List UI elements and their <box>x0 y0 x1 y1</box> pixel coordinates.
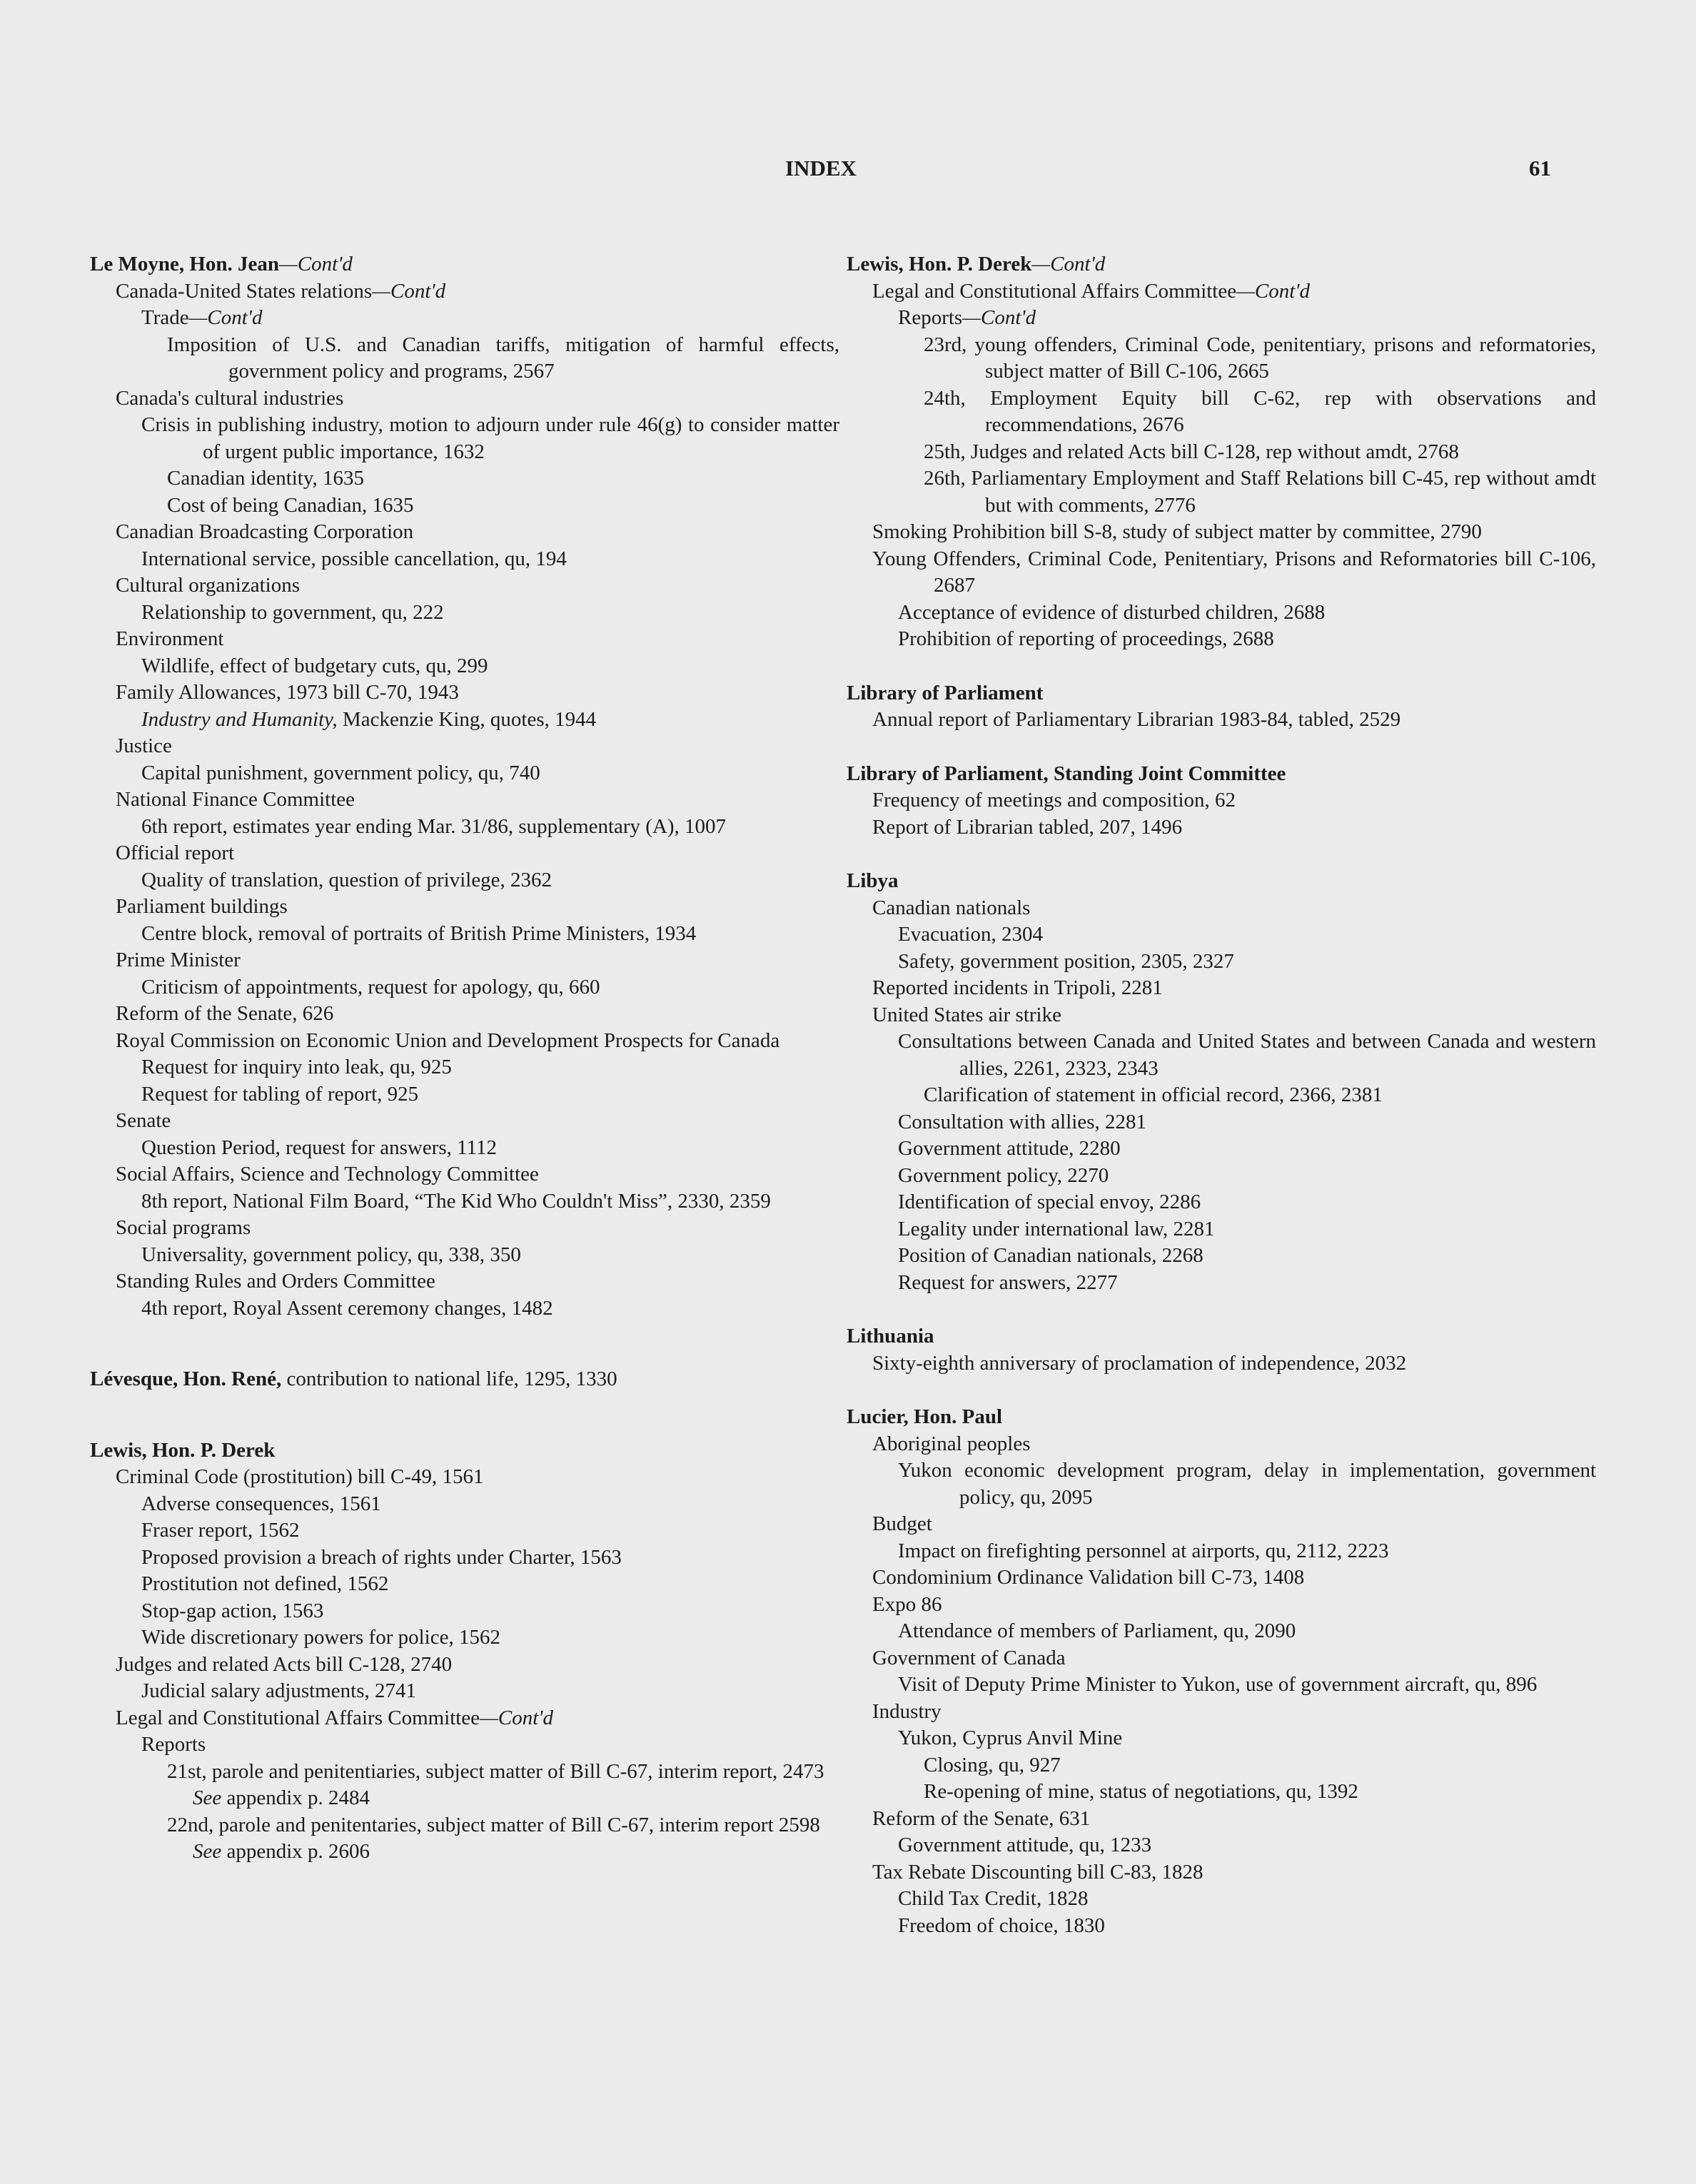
entry-text: Yukon, Cyprus Anvil Mine <box>898 1727 1123 1749</box>
index-entry <box>924 385 1596 439</box>
page-title: INDEX <box>785 156 857 181</box>
entry-text: Lithuania <box>847 1325 934 1348</box>
entry-text: Smoking Prohibition bill S-8, study of subject matter by committee, 2790 <box>872 520 1482 543</box>
index-entry <box>116 947 839 974</box>
index-entry <box>898 1672 1596 1699</box>
index-entry <box>141 412 839 465</box>
entry-text: Request for tabling of report, 925 <box>141 1082 419 1106</box>
entry-text: Government attitude, 2280 <box>898 1137 1121 1160</box>
entry-text: Re-opening of mine, status of negotiations, qu, 1392 <box>924 1780 1358 1803</box>
entry-text: Reported incidents in Tripoli, 2281 <box>872 976 1163 999</box>
entry-text: Stop-gap action, 1563 <box>141 1599 324 1622</box>
entry-text: Lévesque, Hon. René, <box>90 1367 282 1390</box>
index-entry <box>141 1731 839 1759</box>
entry-text: —Cont'd <box>188 306 263 329</box>
entry-text: Quality of translation, question of privilege, 2362 <box>141 868 552 891</box>
index-entry <box>116 626 839 653</box>
entry-text: See <box>193 1786 222 1809</box>
entry-text: Impact on firefighting personnel at airports, qu, 2112, 2223 <box>898 1539 1389 1562</box>
entry-text: Identification of special envoy, 2286 <box>898 1190 1201 1213</box>
index-entry <box>141 1571 839 1598</box>
index-entry <box>872 707 1596 734</box>
entry-text: Relationship to government, qu, 222 <box>141 600 444 624</box>
entry-text: 4th report, Royal Assent ceremony changes, 1482 <box>141 1296 553 1320</box>
entry-text: Legal and Constitutional Affairs Committee <box>872 279 1237 303</box>
entry-text: Tax Rebate Discounting bill C-83, 1828 <box>872 1860 1203 1884</box>
index-entry <box>141 974 839 1001</box>
index-entry <box>116 519 839 546</box>
index-entry <box>141 546 839 573</box>
index-entry <box>872 1592 1596 1619</box>
index-entry <box>141 1517 839 1545</box>
entry-text: Government policy, 2270 <box>898 1163 1109 1187</box>
entry-text: Government of Canada <box>872 1646 1066 1669</box>
index-entry <box>872 546 1596 600</box>
entry-text: Prohibition of reporting of proceedings, 2688 <box>898 627 1274 650</box>
entry-text: Imposition of U.S. and Canadian tariffs, mitigation of harmful effects, government policy and programs, 2567 <box>167 333 839 383</box>
index-entry <box>898 1725 1596 1752</box>
entry-text: Reports <box>141 1733 206 1756</box>
entry-text: Justice <box>116 734 172 757</box>
entry-text: Legal and Constitutional Affairs Committee <box>116 1706 480 1729</box>
index-entry <box>924 1779 1596 1806</box>
entry-text: Request for answers, 2277 <box>898 1270 1118 1294</box>
entry-text: contribution to national life, 1295, 1330 <box>281 1367 617 1390</box>
index-heading <box>90 1366 839 1393</box>
entry-text: appendix p. 2484 <box>221 1786 370 1809</box>
entry-text: Government attitude, qu, 1233 <box>898 1834 1152 1856</box>
index-entry <box>141 867 839 894</box>
entry-text: Universality, government policy, qu, 338, 350 <box>141 1243 521 1266</box>
entry-text: Sixty-eighth anniversary of proclamation of independence, 2032 <box>872 1351 1407 1375</box>
entry-text: Legality under international law, 2281 <box>898 1217 1215 1240</box>
index-entry <box>872 814 1596 841</box>
index-entry <box>872 1645 1596 1672</box>
entry-text: National Finance Committee <box>116 788 355 811</box>
index-entry <box>898 305 1596 332</box>
entry-text: Centre block, removal of portraits of British Prime Ministers, 1934 <box>141 921 697 945</box>
entry-text: Libya <box>847 869 899 892</box>
entry-text: Criticism of appointments, request for apology, qu, 660 <box>141 975 600 999</box>
entry-text: Family Allowances, 1973 bill C-70, 1943 <box>116 681 459 704</box>
entry-text: appendix p. 2606 <box>221 1840 370 1863</box>
entry-text: Cultural organizations <box>116 574 300 597</box>
entry-text: —Cont'd <box>1236 279 1310 303</box>
entry-text: —Cont'd <box>480 1706 553 1729</box>
entry-text: Question Period, request for answers, 1112 <box>141 1136 497 1159</box>
index-entry <box>116 1028 839 1055</box>
index-heading <box>847 1323 1596 1350</box>
entry-spacer <box>847 653 1596 680</box>
entry-spacer <box>847 1377 1596 1404</box>
index-entry <box>193 1785 839 1812</box>
entry-text: Fraser report, 1562 <box>141 1519 300 1542</box>
index-entry <box>924 332 1596 385</box>
index-entry <box>924 465 1596 519</box>
entry-text: Child Tax Credit, 1828 <box>898 1887 1089 1910</box>
entry-text: Closing, qu, 927 <box>924 1753 1061 1776</box>
entry-text: Reform of the Senate, 631 <box>872 1806 1091 1830</box>
index-entry <box>898 1832 1596 1859</box>
entry-text: Annual report of Parliamentary Librarian 1983-84, tabled, 2529 <box>872 708 1401 731</box>
entry-text: 22nd, parole and penitentaries, subject matter of Bill C-67, interim report 2598 <box>167 1813 820 1836</box>
entry-spacer <box>847 734 1596 761</box>
entry-text: Reports <box>898 306 963 329</box>
entry-text: Proposed provision a breach of rights under Charter, 1563 <box>141 1545 622 1569</box>
index-entry <box>898 1457 1596 1511</box>
index-entry <box>141 1295 839 1323</box>
entry-text: Canadian identity, 1635 <box>167 467 364 490</box>
entry-text: Library of Parliament, Standing Joint Committee <box>847 762 1286 785</box>
index-entry <box>898 1216 1596 1243</box>
index-entry <box>898 1136 1596 1163</box>
index-entry <box>898 949 1596 976</box>
entry-text: Industry and Humanity, <box>141 707 338 731</box>
index-entry <box>141 1545 839 1572</box>
index-entry <box>872 1350 1596 1377</box>
index-entry <box>898 1109 1596 1136</box>
index-entry <box>141 1242 839 1269</box>
entry-text: Trade <box>141 306 189 329</box>
entry-text: Visit of Deputy Prime Minister to Yukon, use of government aircraft, qu, 896 <box>898 1673 1538 1696</box>
index-entry <box>898 1163 1596 1190</box>
entry-text: Capital punishment, government policy, qu, 740 <box>141 761 540 784</box>
index-entry <box>872 787 1596 814</box>
index-entry <box>898 1538 1596 1565</box>
entry-text: Social programs <box>116 1216 251 1239</box>
entry-text: Criminal Code (prostitution) bill C-49, 1561 <box>116 1465 484 1488</box>
entry-text: Official report <box>116 841 235 864</box>
index-heading <box>90 1437 839 1465</box>
entry-text: Condominium Ordinance Validation bill C-73, 1408 <box>872 1566 1305 1589</box>
entry-text: Request for inquiry into leak, qu, 925 <box>141 1056 452 1078</box>
index-entry <box>141 1624 839 1652</box>
entry-text: 24th, Employment Equity bill C-62, rep with observations and recommendations, 2676 <box>924 386 1596 436</box>
index-entry <box>872 278 1596 305</box>
index-entry <box>872 895 1596 922</box>
index-entry <box>872 1431 1596 1458</box>
index-column-left <box>90 251 839 1866</box>
entry-text: —Cont'd <box>962 306 1036 329</box>
index-entry <box>898 1270 1596 1297</box>
entry-text: United States air strike <box>872 1003 1061 1026</box>
index-entry <box>924 439 1596 466</box>
entry-text: Wildlife, effect of budgetary cuts, qu, 299 <box>141 654 488 677</box>
entry-text: Young Offenders, Criminal Code, Penitentiary, Prisons and Reformatories bill C-106, 2687 <box>872 547 1596 597</box>
index-entry <box>141 653 839 680</box>
index-heading <box>847 761 1596 788</box>
index-entry <box>141 1491 839 1518</box>
index-entry <box>116 1652 839 1679</box>
index-entry <box>872 1859 1596 1886</box>
index-entry <box>141 1598 839 1625</box>
entry-text: Acceptance of evidence of disturbed children, 2688 <box>898 600 1326 624</box>
index-entry <box>924 1082 1596 1109</box>
index-heading <box>90 251 839 278</box>
index-entry <box>116 733 839 760</box>
entry-text: Standing Rules and Orders Committee <box>116 1270 435 1293</box>
index-entry <box>116 1705 839 1732</box>
index-entry <box>898 1913 1596 1940</box>
entry-text: Judicial salary adjustments, 2741 <box>141 1679 416 1702</box>
entry-text: International service, possible cancellation, qu, 194 <box>141 547 567 570</box>
index-entry <box>898 1618 1596 1645</box>
entry-text: Prostitution not defined, 1562 <box>141 1572 389 1595</box>
entry-text: Environment <box>116 627 224 650</box>
entry-text: Attendance of members of Parliament, qu, 2090 <box>898 1619 1296 1642</box>
index-heading <box>847 868 1596 895</box>
entry-text: Budget <box>872 1512 932 1535</box>
entry-text: Report of Librarian tabled, 207, 1496 <box>872 815 1183 839</box>
entry-text: Lucier, Hon. Paul <box>847 1405 1003 1428</box>
entry-text: Cost of being Canadian, 1635 <box>167 493 414 517</box>
entry-text: Industry <box>872 1699 942 1723</box>
index-entry <box>167 1812 839 1839</box>
entry-text: Parliament buildings <box>116 895 288 918</box>
entry-text: —Cont'd <box>279 253 353 275</box>
index-entry <box>141 1054 839 1081</box>
entry-text: 21st, parole and penitentiaries, subject matter of Bill C-67, interim report, 2473 <box>167 1759 824 1783</box>
entry-text: Crisis in publishing industry, motion to adjourn under rule 46(g) to consider matter of urgent public importance, 1632 <box>141 413 839 463</box>
index-entry <box>898 626 1596 653</box>
entry-text: Lewis, Hon. P. Derek <box>847 253 1032 275</box>
entry-text: Wide discretionary powers for police, 1562 <box>141 1626 500 1649</box>
index-entry <box>872 1511 1596 1538</box>
index-entry <box>898 1243 1596 1270</box>
entry-text: Social Affairs, Science and Technology Committee <box>116 1163 539 1185</box>
index-entry <box>116 787 839 814</box>
index-entry <box>141 814 839 841</box>
index-entry <box>141 921 839 948</box>
index-entry <box>898 1028 1596 1082</box>
index-entry <box>141 1081 839 1108</box>
index-entry <box>116 1464 839 1491</box>
entry-spacer <box>90 1393 839 1437</box>
index-entry <box>116 385 839 413</box>
index-entry <box>898 1886 1596 1913</box>
entry-text: Consultations between Canada and United States and between Canada and western allies, 2261, 2323, 2343 <box>898 1030 1596 1080</box>
entry-text: See <box>193 1840 222 1863</box>
entry-text: Adverse consequences, 1561 <box>141 1492 381 1515</box>
entry-text: Senate <box>116 1109 171 1132</box>
index-entry <box>116 679 839 707</box>
entry-text: —Cont'd <box>372 279 446 303</box>
entry-text: —Cont'd <box>1031 253 1106 275</box>
entry-text: Position of Canadian nationals, 2268 <box>898 1244 1203 1267</box>
index-entry <box>141 1678 839 1705</box>
index-entry <box>116 1108 839 1135</box>
entry-text: Safety, government position, 2305, 2327 <box>898 949 1234 973</box>
index-entry <box>116 894 839 921</box>
entry-spacer <box>847 1296 1596 1323</box>
entry-text: 8th report, National Film Board, “The Kid Who Couldn't Miss”, 2330, 2359 <box>141 1189 771 1213</box>
entry-text: 23rd, young offenders, Criminal Code, penitentiary, prisons and reformatories, subject matter of Bill C-106, 2665 <box>924 333 1596 383</box>
index-entry <box>167 332 839 385</box>
entry-text: Canadian Broadcasting Corporation <box>116 520 414 543</box>
index-entry <box>898 600 1596 627</box>
index-entry <box>116 1161 839 1188</box>
entry-text: Clarification of statement in official record, 2366, 2381 <box>924 1083 1383 1106</box>
entry-spacer <box>847 841 1596 868</box>
entry-text: Le Moyne, Hon. Jean <box>90 253 280 275</box>
index-heading <box>847 1404 1596 1431</box>
index-entry <box>872 1002 1596 1029</box>
index-heading <box>847 251 1596 278</box>
entry-text: Judges and related Acts bill C-128, 2740 <box>116 1652 453 1676</box>
page-number: 61 <box>1529 156 1551 181</box>
index-entry <box>141 1188 839 1215</box>
index-entry <box>141 600 839 627</box>
index-entry <box>872 1806 1596 1833</box>
index-entry <box>872 975 1596 1002</box>
entry-text: 25th, Judges and related Acts bill C-128, rep without amdt, 2768 <box>924 440 1459 463</box>
index-entry <box>872 1564 1596 1592</box>
index-entry <box>116 1001 839 1028</box>
index-entry <box>898 921 1596 949</box>
index-entry <box>872 519 1596 546</box>
index-entry <box>116 840 839 867</box>
entry-text: Canada's cultural industries <box>116 386 344 410</box>
index-entry <box>167 492 839 520</box>
index-entry <box>924 1752 1596 1779</box>
entry-text: 26th, Parliamentary Employment and Staff Relations bill C-45, rep without amdt but with comments, 2776 <box>924 467 1596 517</box>
index-entry <box>141 707 839 734</box>
entry-text: Reform of the Senate, 626 <box>116 1002 334 1025</box>
entry-text: Canada-United States relations <box>116 279 373 303</box>
index-entry <box>141 1135 839 1162</box>
entry-text: Expo 86 <box>872 1592 942 1616</box>
entry-text: 6th report, estimates year ending Mar. 31/86, supplementary (A), 1007 <box>141 814 727 838</box>
index-entry <box>872 1699 1596 1726</box>
index-entry <box>141 305 839 332</box>
index-entry <box>116 278 839 305</box>
index-heading <box>847 680 1596 707</box>
entry-text: Prime Minister <box>116 949 241 971</box>
index-entry <box>141 760 839 787</box>
index-entry <box>193 1839 839 1866</box>
entry-spacer <box>90 1322 839 1366</box>
entry-text: Mackenzie King, quotes, 1944 <box>337 707 597 731</box>
entry-text: Frequency of meetings and composition, 62 <box>872 789 1236 812</box>
entry-text: Canadian nationals <box>872 896 1031 919</box>
entry-text: Lewis, Hon. P. Derek <box>90 1438 276 1462</box>
index-entry <box>167 465 839 492</box>
entry-text: Evacuation, 2304 <box>898 923 1043 946</box>
index-column-right <box>847 251 1596 1939</box>
entry-text: Aboriginal peoples <box>872 1432 1031 1455</box>
index-entry <box>167 1759 839 1786</box>
entry-text: Royal Commission on Economic Union and Development Prospects for Canada <box>116 1028 780 1052</box>
index-entry <box>116 1268 839 1295</box>
entry-text: Freedom of choice, 1830 <box>898 1913 1105 1937</box>
entry-text: Library of Parliament <box>847 681 1044 704</box>
entry-text: Yukon economic development program, delay in implementation, government policy, qu, 2095 <box>898 1459 1596 1509</box>
index-entry <box>116 572 839 600</box>
index-entry <box>898 1189 1596 1216</box>
entry-text: Consultation with allies, 2281 <box>898 1110 1146 1133</box>
index-entry <box>116 1215 839 1242</box>
